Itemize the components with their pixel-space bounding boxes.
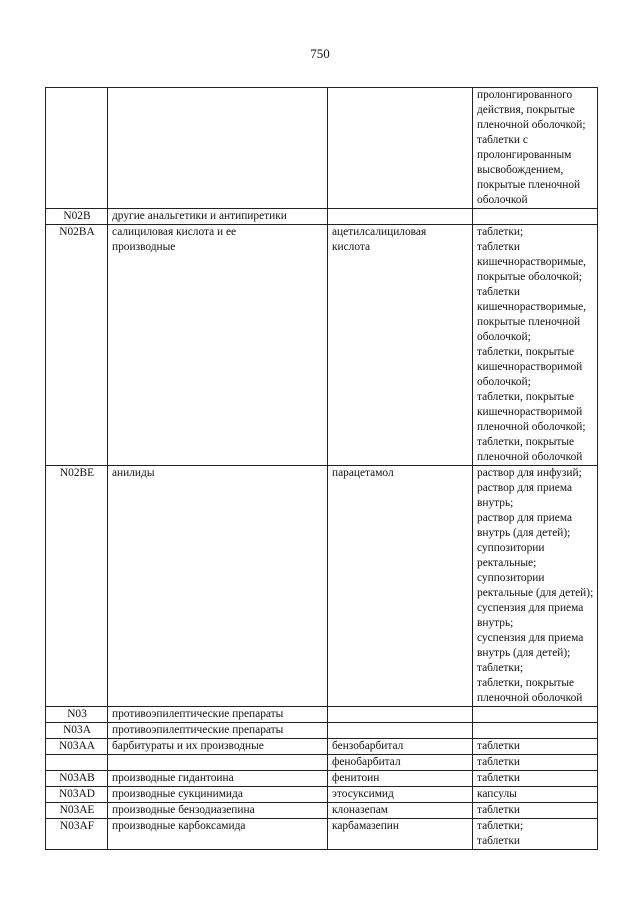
dosage-form-cell (473, 707, 598, 723)
table-row (46, 819, 598, 850)
drug-name-cell: бензобарбитал (328, 739, 473, 755)
table-row (46, 225, 598, 466)
group-name-cell (108, 88, 328, 209)
drug-name-cell: фенобарбитал (328, 755, 473, 771)
atc-code-cell: N03AE (46, 803, 108, 819)
table-row (46, 88, 598, 209)
group-name-cell: салициловая кислота и ее производные (108, 225, 328, 466)
dosage-form-cell: пролонгированного действия, покрытые пленочной оболочкой; таблетки с пролонгированным высвобождением, покрытые пленочной оболочкой (473, 88, 598, 209)
atc-code-cell: N02BE (46, 466, 108, 707)
drug-name-cell (328, 209, 473, 225)
group-name-cell (108, 755, 328, 771)
drug-table (45, 87, 598, 850)
drug-name-cell: парацетамол (328, 466, 473, 707)
atc-code-cell: N03AF (46, 819, 108, 850)
atc-code-cell: N03 (46, 707, 108, 723)
dosage-form-cell: таблетки; таблетки (473, 819, 598, 850)
dosage-form-cell (473, 209, 598, 225)
table-row (46, 755, 598, 771)
drug-table-body (46, 88, 598, 850)
group-name-cell: производные сукцинимида (108, 787, 328, 803)
dosage-form-cell: таблетки (473, 771, 598, 787)
group-name-cell: другие анальгетики и антипиретики (108, 209, 328, 225)
table-row (46, 787, 598, 803)
table-row (46, 803, 598, 819)
table-row (46, 771, 598, 787)
drug-name-cell: этосуксимид (328, 787, 473, 803)
dosage-form-cell: капсулы (473, 787, 598, 803)
table-row (46, 739, 598, 755)
page-number: 750 (310, 46, 330, 61)
group-name-cell: противоэпилептические препараты (108, 707, 328, 723)
atc-code-cell: N02B (46, 209, 108, 225)
atc-code-cell: N03AB (46, 771, 108, 787)
dosage-form-cell (473, 723, 598, 739)
dosage-form-cell: таблетки; таблетки кишечнорастворимые, покрытые оболочкой; таблетки кишечнорастворимые, покрытые пленочной оболочкой; таблетки, покрытые кишечнорастворимой оболочкой; таблетки, покрытые кишечнорастворимой пленочной оболочкой; таблетки, покрытые пленочной оболочкой (473, 225, 598, 466)
atc-code-cell: N03AD (46, 787, 108, 803)
drug-name-cell (328, 88, 473, 209)
drug-name-cell: карбамазепин (328, 819, 473, 850)
dosage-form-cell: таблетки (473, 755, 598, 771)
table-row (46, 723, 598, 739)
dosage-form-cell: раствор для инфузий; раствор для приема внутрь; раствор для приема внутрь (для детей); суппозитории ректальные; суппозитории ректальные (для детей); суспензия для приема внутрь; суспензия для приема внутрь (для детей); таблетки; таблетки, покрытые пленочной оболочкой (473, 466, 598, 707)
atc-code-cell: N03A (46, 723, 108, 739)
table-row (46, 466, 598, 707)
group-name-cell: производные карбоксамида (108, 819, 328, 850)
atc-code-cell: N03AA (46, 739, 108, 755)
atc-code-cell: N02BA (46, 225, 108, 466)
dosage-form-cell: таблетки (473, 739, 598, 755)
table-row (46, 209, 598, 225)
group-name-cell: барбитураты и их производные (108, 739, 328, 755)
table-row (46, 707, 598, 723)
group-name-cell: анилиды (108, 466, 328, 707)
group-name-cell: производные бензодиазепина (108, 803, 328, 819)
drug-name-cell: клоназепам (328, 803, 473, 819)
drug-name-cell: фенитоин (328, 771, 473, 787)
group-name-cell: производные гидантоина (108, 771, 328, 787)
drug-name-cell: ацетилсалициловая кислота (328, 225, 473, 466)
drug-name-cell (328, 723, 473, 739)
atc-code-cell (46, 88, 108, 209)
drug-name-cell (328, 707, 473, 723)
atc-code-cell (46, 755, 108, 771)
dosage-form-cell: таблетки (473, 803, 598, 819)
group-name-cell: противоэпилептические препараты (108, 723, 328, 739)
